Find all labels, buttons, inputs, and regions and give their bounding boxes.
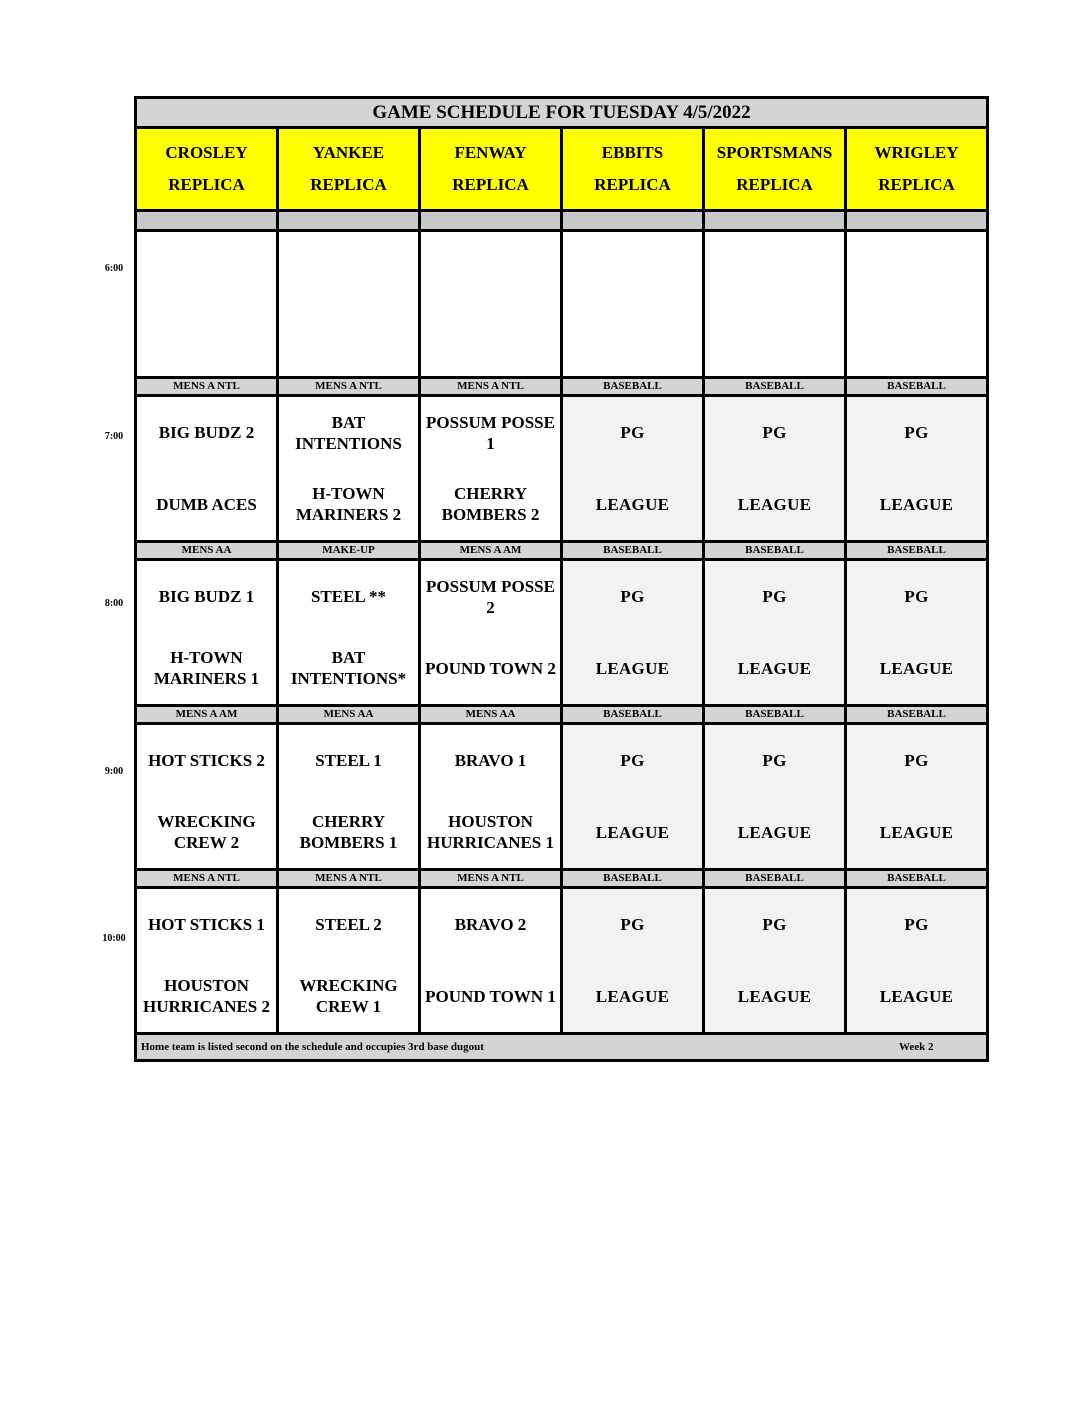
- division-label: BASEBALL: [562, 706, 704, 724]
- empty-slot-cell: [420, 231, 562, 378]
- away-team: BIG BUDZ 1: [158, 587, 255, 607]
- division-label: BASEBALL: [562, 542, 704, 560]
- home-team: LEAGUE: [879, 986, 954, 1006]
- schedule-table: [134, 96, 989, 1062]
- division-label: MENS A NTL: [278, 378, 420, 396]
- away-team: PG: [762, 423, 787, 443]
- field-subtitle: REPLICA: [736, 175, 813, 194]
- home-team: LEAGUE: [737, 986, 812, 1006]
- home-team: LEAGUE: [879, 494, 954, 514]
- home-team: LEAGUE: [737, 658, 812, 678]
- away-team: PG: [620, 423, 645, 443]
- division-label: MENS A NTL: [136, 870, 278, 888]
- field-header: [846, 128, 988, 211]
- division-label: MENS A AM: [136, 706, 278, 724]
- game-cell: [136, 888, 278, 1034]
- game-cell: [704, 560, 846, 706]
- gap-row: [136, 211, 988, 231]
- game-row: [136, 888, 988, 1034]
- gap-cell: [846, 211, 988, 231]
- away-team: STEEL 2: [315, 915, 382, 935]
- division-label: MENS A NTL: [420, 378, 562, 396]
- field-header: [562, 128, 704, 211]
- game-cell: [136, 724, 278, 870]
- division-row: [136, 542, 988, 560]
- division-label: BASEBALL: [562, 870, 704, 888]
- division-row: [136, 870, 988, 888]
- game-cell: [420, 396, 562, 542]
- empty-slot-row: [136, 231, 988, 378]
- game-cell: [846, 396, 988, 542]
- division-label: BASEBALL: [846, 870, 988, 888]
- page-title: GAME SCHEDULE FOR TUESDAY 4/5/2022: [136, 98, 988, 128]
- home-team: H-TOWN MARINERS 1: [153, 648, 260, 689]
- away-team: BRAVO 2: [454, 915, 527, 935]
- game-row: [136, 724, 988, 870]
- field-name: YANKEE: [312, 143, 385, 162]
- game-cell: [846, 724, 988, 870]
- gap-cell: [136, 211, 278, 231]
- time-label: 7:00: [104, 431, 124, 442]
- game-row: [136, 560, 988, 706]
- home-team: POUND TOWN 1: [425, 986, 556, 1006]
- home-team: LEAGUE: [737, 494, 812, 514]
- away-team: STEEL 1: [315, 751, 382, 771]
- home-team: HOUSTON HURRICANES 1: [426, 812, 555, 853]
- division-label: BASEBALL: [704, 706, 846, 724]
- game-cell: [562, 888, 704, 1034]
- field-name: SPORTSMANS: [716, 143, 833, 162]
- time-label: 6:00: [104, 263, 124, 274]
- division-row: [136, 706, 988, 724]
- game-cell: [278, 396, 420, 542]
- field-subtitle: REPLICA: [452, 175, 529, 194]
- division-label: MENS A NTL: [278, 870, 420, 888]
- division-label: BASEBALL: [704, 378, 846, 396]
- division-row: [136, 378, 988, 396]
- away-team: BRAVO 1: [454, 751, 527, 771]
- home-team: HOUSTON HURRICANES 2: [142, 976, 271, 1017]
- game-row: [136, 396, 988, 542]
- home-team: WRECKING CREW 1: [299, 976, 398, 1017]
- game-cell: [846, 888, 988, 1034]
- away-team: PG: [620, 751, 645, 771]
- empty-slot-cell: [846, 231, 988, 378]
- division-label: MENS AA: [278, 706, 420, 724]
- field-header: [136, 128, 278, 211]
- field-header: [278, 128, 420, 211]
- empty-slot-cell: [136, 231, 278, 378]
- game-cell: [278, 560, 420, 706]
- empty-slot-cell: [562, 231, 704, 378]
- home-team: CHERRY BOMBERS 1: [299, 812, 398, 853]
- division-label: MENS AA: [136, 542, 278, 560]
- home-team: LEAGUE: [595, 658, 670, 678]
- away-team: PG: [762, 915, 787, 935]
- home-team: POUND TOWN 2: [425, 658, 556, 678]
- time-label: 10:00: [102, 933, 126, 944]
- home-team: LEAGUE: [595, 494, 670, 514]
- away-team: PG: [904, 915, 929, 935]
- field-header: [420, 128, 562, 211]
- home-team: LEAGUE: [879, 822, 954, 842]
- division-label: BASEBALL: [704, 542, 846, 560]
- division-label: BASEBALL: [704, 870, 846, 888]
- home-team: DUMB ACES: [156, 494, 257, 514]
- away-team: PG: [762, 751, 787, 771]
- division-label: BASEBALL: [846, 706, 988, 724]
- footer: [136, 1034, 988, 1061]
- home-team: BAT INTENTIONS*: [290, 648, 407, 689]
- game-cell: [562, 560, 704, 706]
- away-team: PG: [904, 587, 929, 607]
- gap-cell: [420, 211, 562, 231]
- game-cell: [420, 560, 562, 706]
- game-cell: [136, 396, 278, 542]
- game-cell: [704, 396, 846, 542]
- field-name: CROSLEY: [165, 143, 248, 162]
- field-subtitle: REPLICA: [878, 175, 955, 194]
- game-cell: [562, 724, 704, 870]
- division-label: MENS A NTL: [420, 870, 562, 888]
- home-team: WRECKING CREW 2: [157, 812, 256, 853]
- away-team: HOT STICKS 1: [148, 915, 265, 935]
- gap-cell: [562, 211, 704, 231]
- division-label: MENS AA: [420, 706, 562, 724]
- time-label: 8:00: [104, 598, 124, 609]
- time-label: 9:00: [104, 766, 124, 777]
- division-label: BASEBALL: [562, 378, 704, 396]
- game-cell: [846, 560, 988, 706]
- empty-slot-cell: [704, 231, 846, 378]
- gap-cell: [278, 211, 420, 231]
- game-cell: [420, 724, 562, 870]
- game-cell: [562, 396, 704, 542]
- footer-row: [136, 1034, 988, 1061]
- away-team: PG: [904, 423, 929, 443]
- field-name: EBBITS: [601, 143, 664, 162]
- game-cell: [278, 724, 420, 870]
- away-team: BIG BUDZ 2: [158, 423, 255, 443]
- game-cell: [278, 888, 420, 1034]
- home-team: CHERRY BOMBERS 2: [441, 484, 540, 525]
- away-team: POSSUM POSSE 2: [426, 576, 555, 617]
- field-name: FENWAY: [454, 143, 527, 162]
- footer-note: Home team is listed second on the schedule and occupies 3rd base dugout: [141, 1041, 484, 1053]
- field-subtitle: REPLICA: [310, 175, 387, 194]
- away-team: HOT STICKS 2: [148, 751, 265, 771]
- gap-cell: [704, 211, 846, 231]
- away-team: PG: [904, 751, 929, 771]
- field-subtitle: REPLICA: [594, 175, 671, 194]
- game-cell: [704, 724, 846, 870]
- division-label: BASEBALL: [846, 542, 988, 560]
- away-team: BAT INTENTIONS: [295, 412, 402, 453]
- home-team: LEAGUE: [595, 986, 670, 1006]
- game-cell: [136, 560, 278, 706]
- field-header: [704, 128, 846, 211]
- home-team: H-TOWN MARINERS 2: [295, 484, 402, 525]
- away-team: POSSUM POSSE 1: [426, 412, 555, 453]
- field-name: WRIGLEY: [874, 143, 959, 162]
- game-cell: [704, 888, 846, 1034]
- away-team: PG: [620, 587, 645, 607]
- empty-slot-cell: [278, 231, 420, 378]
- home-team: LEAGUE: [595, 822, 670, 842]
- home-team: LEAGUE: [737, 822, 812, 842]
- division-label: MENS A AM: [420, 542, 562, 560]
- week-label: Week 2: [899, 1041, 934, 1053]
- home-team: LEAGUE: [879, 658, 954, 678]
- division-label: MAKE-UP: [278, 542, 420, 560]
- away-team: PG: [762, 587, 787, 607]
- division-label: BASEBALL: [846, 378, 988, 396]
- away-team: PG: [620, 915, 645, 935]
- division-label: MENS A NTL: [136, 378, 278, 396]
- away-team: STEEL **: [310, 587, 387, 607]
- title-row: [136, 98, 988, 128]
- field-subtitle: REPLICA: [168, 175, 245, 194]
- field-header-row: [136, 128, 988, 211]
- game-cell: [420, 888, 562, 1034]
